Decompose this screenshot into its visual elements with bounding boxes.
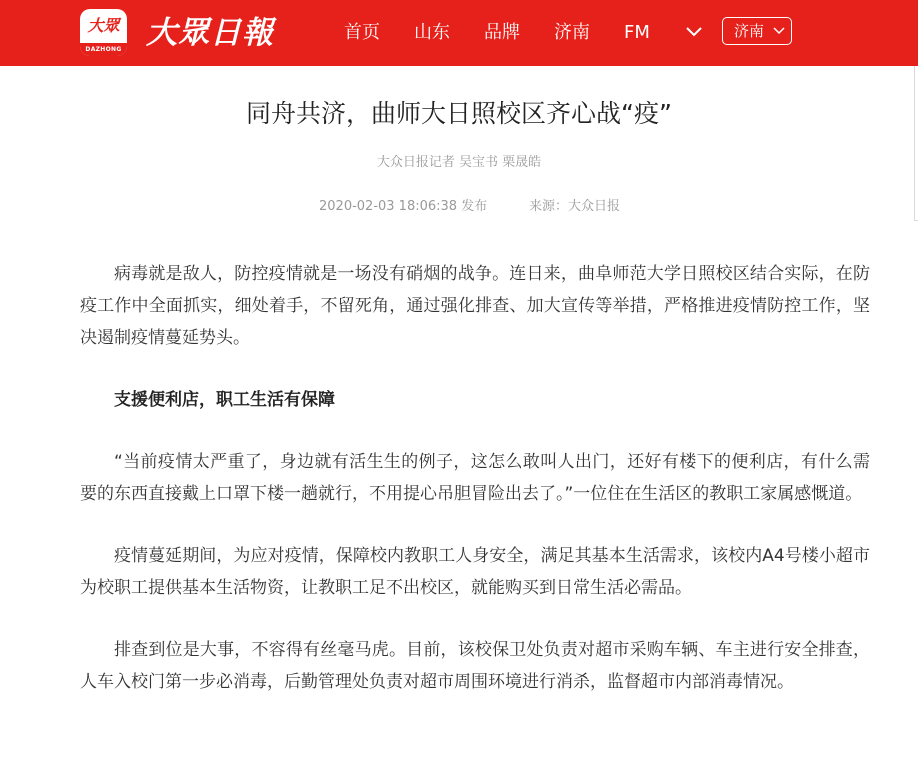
dazhong-daily-wordmark[interactable]: 大眾日報 xyxy=(146,15,274,51)
nav-item-jinan[interactable]: 济南 xyxy=(554,22,590,43)
article-body xyxy=(80,258,870,728)
dazhong-logo-badge[interactable] xyxy=(80,9,127,56)
article-title: 同舟共济，曲师大日照校区齐心战“疫” xyxy=(246,99,672,128)
chevron-down-icon xyxy=(773,26,785,36)
publish-time: 2020-02-03 18:06:38 发布 xyxy=(319,199,488,214)
article-paragraph: 病毒就是敌人，防控疫情就是一场没有硝烟的战争。连日来，曲阜师范大学日照校区结合实际，在防疫工作中全面抓实，细处着手，不留死角，通过强化排查、加大宣传等举措，严格推进疫情防控工作，坚决遏制疫情蔓延势头。 xyxy=(80,264,870,348)
top-navigation-bar xyxy=(0,0,918,66)
nav-item-shandong[interactable]: 山东 xyxy=(414,22,450,43)
city-selector[interactable] xyxy=(722,17,792,45)
article-paragraph: “当前疫情太严重了，身边就有活生生的例子，这怎么敢叫人出门，还好有楼下的便利店，有什么需要的东西直接戴上口罩下楼一趟就行，不用提心吊胆冒险出去了。”一位住在生活区的教职工家属感慨道。 xyxy=(80,452,870,504)
section-heading: 支援便利店，职工生活有保障 xyxy=(114,390,335,410)
city-selector-value: 济南 xyxy=(734,22,765,40)
chevron-down-icon[interactable] xyxy=(684,22,704,42)
nav-item-home[interactable]: 首页 xyxy=(344,22,380,43)
article-byline: 大众日报记者 吴宝书 栗晟皓 xyxy=(376,155,542,170)
logo-badge-text: 大眾 xyxy=(87,16,120,35)
article-paragraph: 疫情蔓延期间，为应对疫情，保障校内教职工人身安全，满足其基本生活需求，该校内A4号楼小超市为校职工提供基本生活物资，让教职工足不出校区，就能购买到日常生活必需品。 xyxy=(80,546,870,598)
nav-item-fm[interactable]: FM xyxy=(624,22,650,43)
article-paragraph: 排查到位是大事，不容得有丝毫马虎。目前，该校保卫处负责对超市采购车辆、车主进行安全排查，人车入校门第一步必消毒，后勤管理处负责对超市周围环境进行消杀，监督超市内部消毒情况。 xyxy=(80,640,870,692)
scrollbar-track[interactable] xyxy=(914,66,918,221)
article-source: 来源：大众日报 xyxy=(529,199,621,214)
nav-item-brand[interactable]: 品牌 xyxy=(484,22,520,43)
logo-badge-subtext: DAZHONG xyxy=(80,43,127,56)
